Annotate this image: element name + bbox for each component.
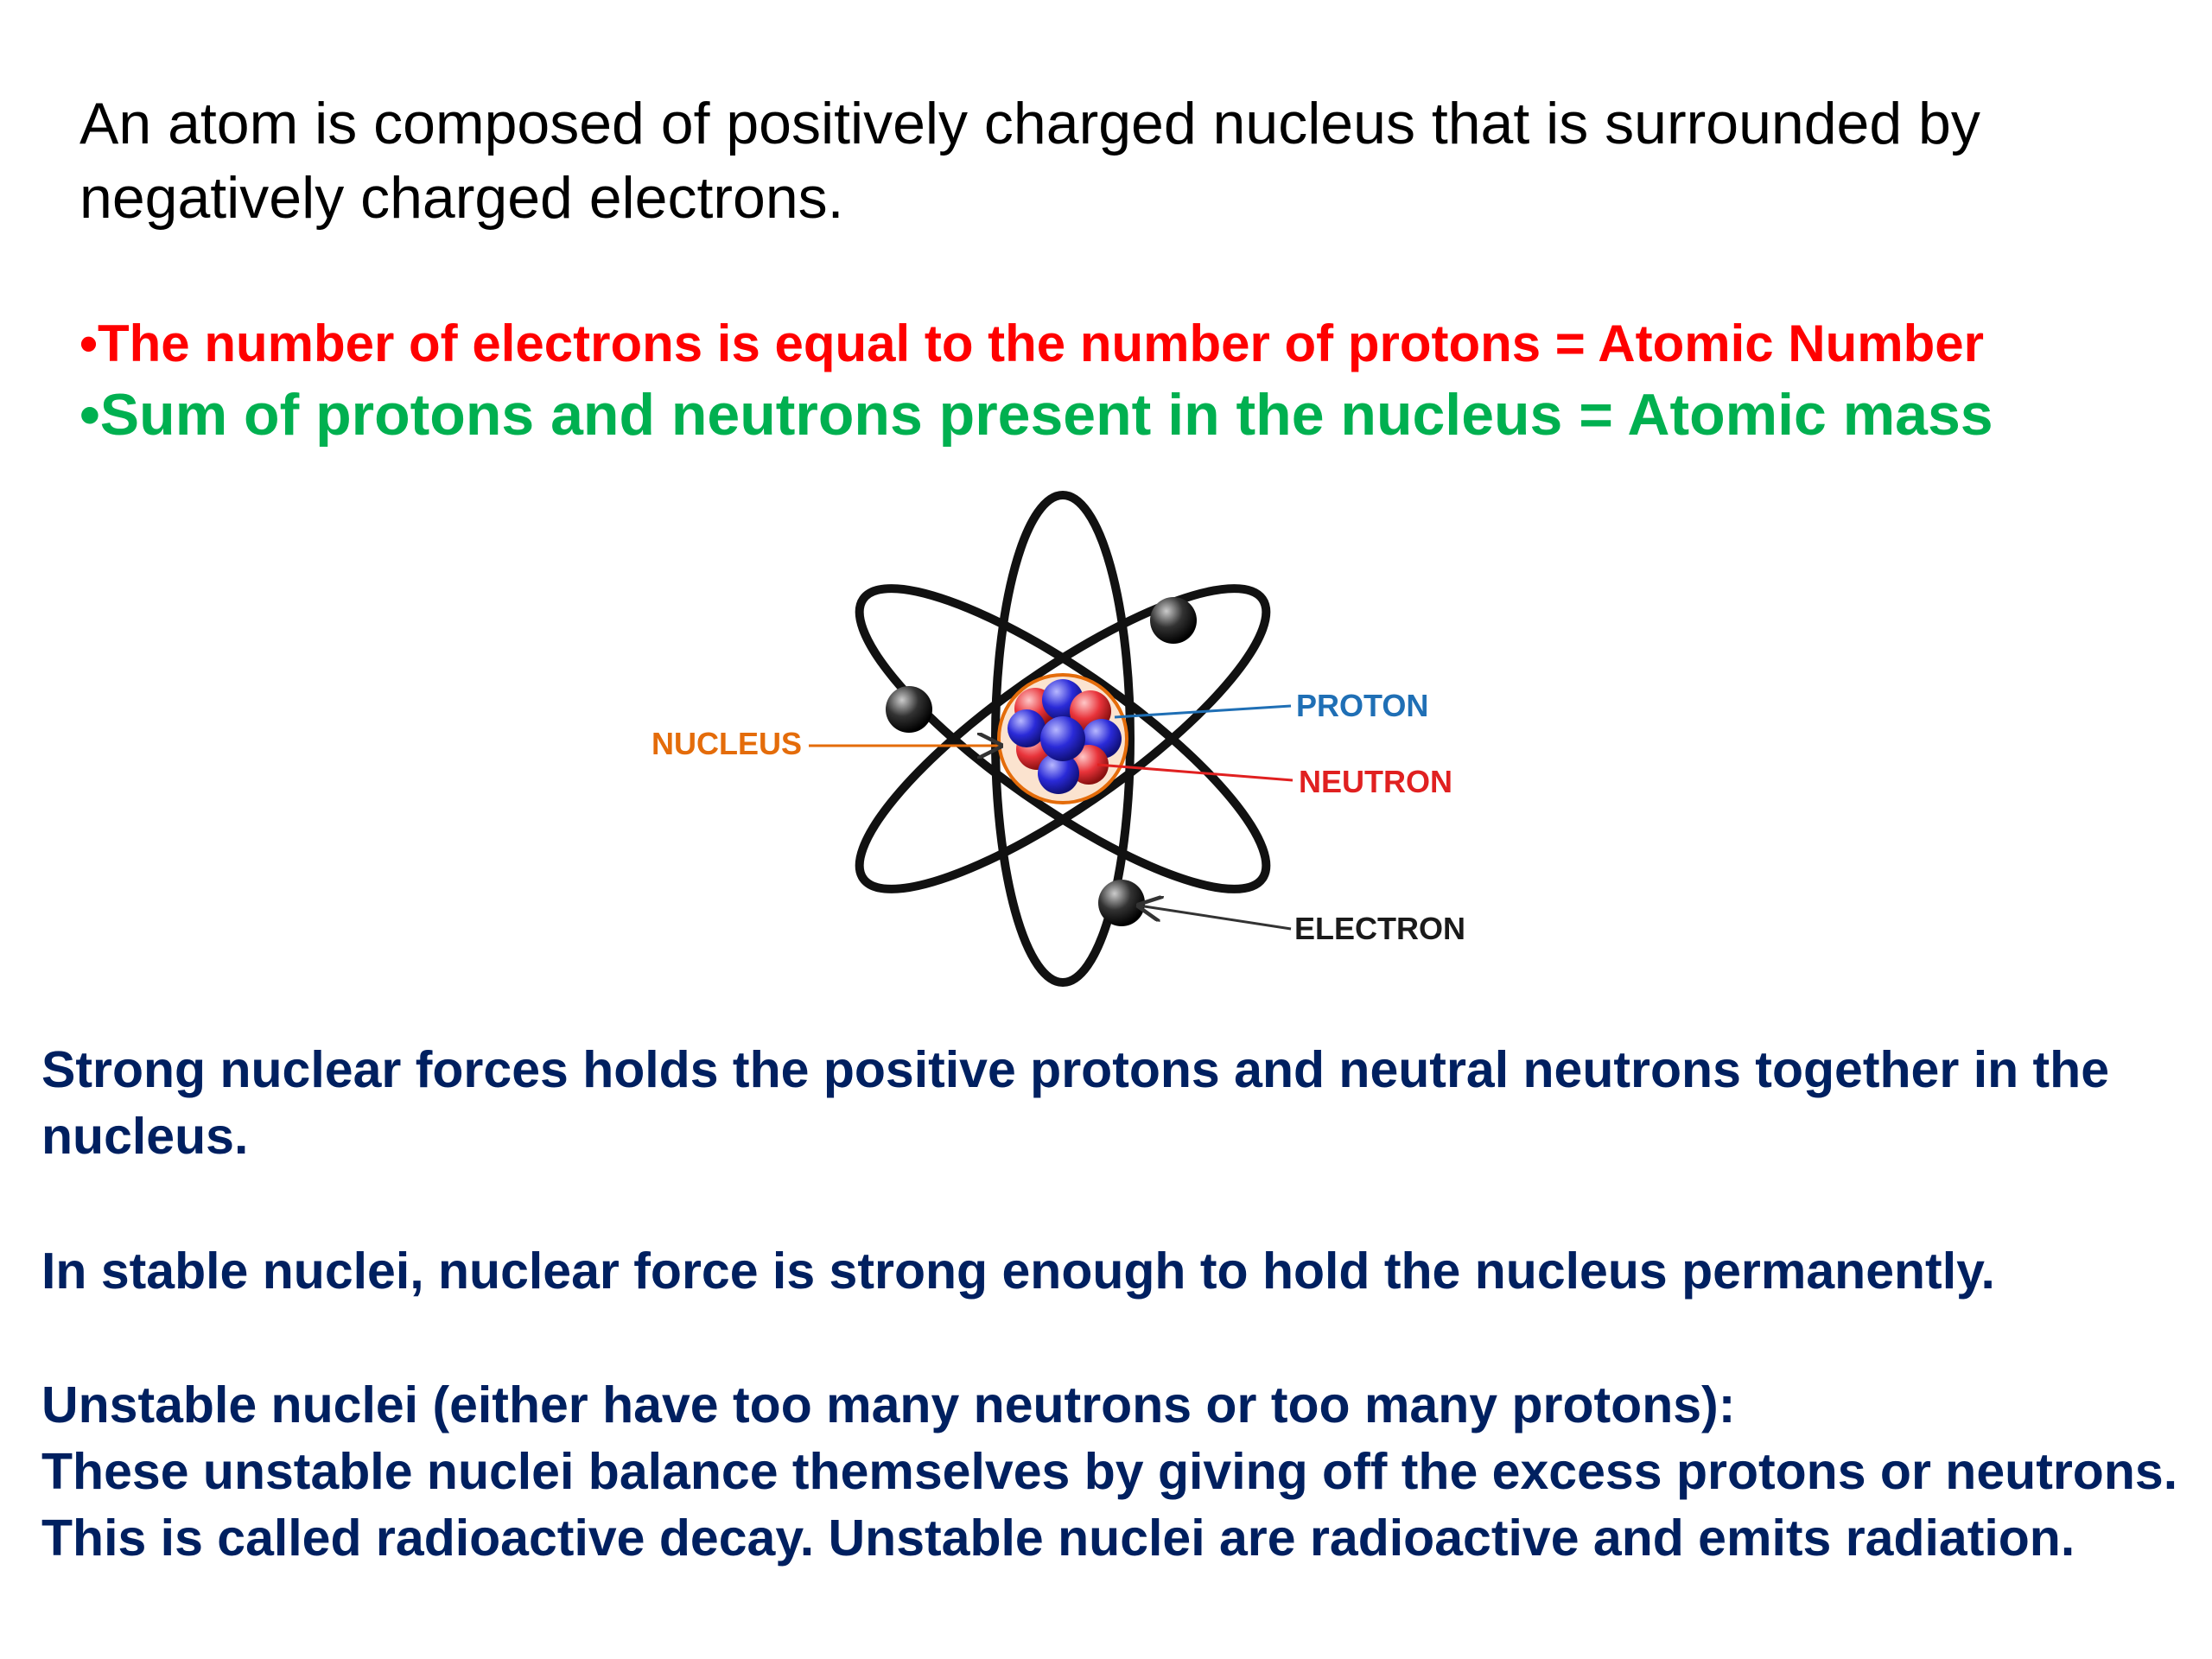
strong-force-paragraph: Strong nuclear forces holds the positive protons and neutral neutrons together in the nucleus. bbox=[41, 1041, 2110, 1165]
intro-text: An atom is composed of positively charged nucleus that is surrounded by negatively charged electrons. bbox=[79, 91, 1980, 231]
electron-particle bbox=[886, 686, 932, 733]
neutron-label: NEUTRON bbox=[1299, 764, 1452, 799]
electron-particle bbox=[1150, 597, 1197, 644]
unstable-nuclei-paragraph bbox=[41, 1372, 2184, 1572]
proton-particle bbox=[1040, 716, 1085, 761]
electron-particle bbox=[1098, 880, 1145, 926]
atom-diagram bbox=[605, 480, 1521, 998]
proton-label: PROTON bbox=[1296, 688, 1429, 723]
atomic-number-bullet: •The number of electrons is equal to the number of protons = Atomic Number bbox=[79, 315, 1985, 372]
atomic-mass-bullet: •Sum of protons and neutrons present in the nucleus = Atomic mass bbox=[79, 382, 1993, 448]
nucleus-label: NUCLEUS bbox=[651, 726, 802, 761]
electron-pointer bbox=[1139, 906, 1291, 929]
stable-nuclei-paragraph: In stable nuclei, nuclear force is strong enough to hold the nucleus permanently. bbox=[41, 1243, 1995, 1300]
electron-label: ELECTRON bbox=[1294, 911, 1465, 946]
unstable-body: These unstable nuclei balance themselves by giving off the excess protons or neutrons. This is called radioactive decay. Unstable nuclei are radioactive and emits radiation. bbox=[41, 1443, 2178, 1567]
unstable-heading: Unstable nuclei (either have too many neutrons or too many protons): bbox=[41, 1376, 1736, 1433]
proton-particle bbox=[1007, 709, 1046, 747]
